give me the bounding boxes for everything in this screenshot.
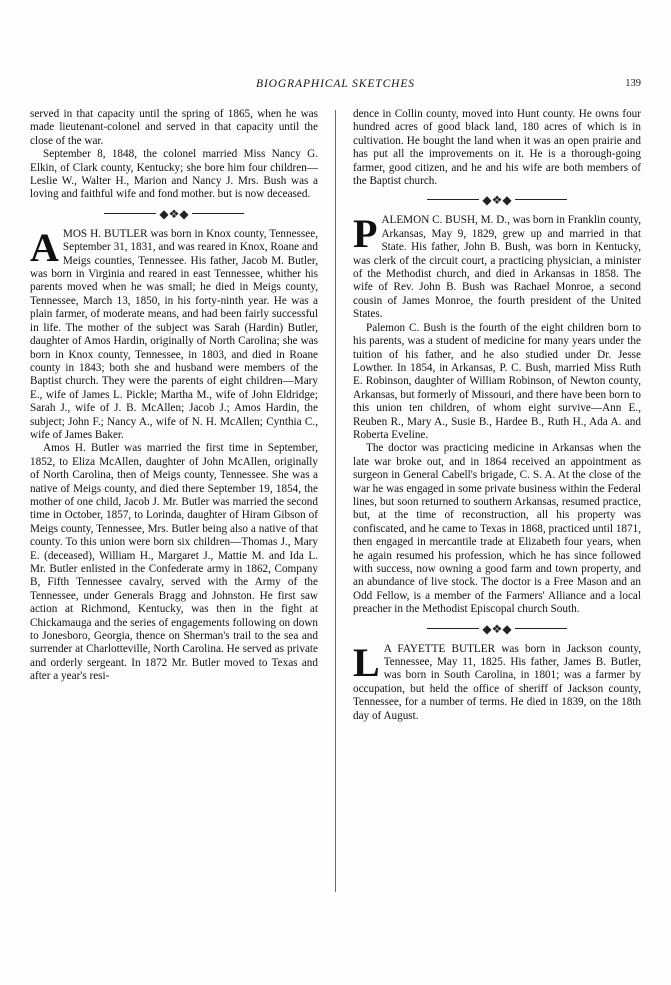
biography-entry-palemon-c-bush — [353, 211, 641, 616]
column-left — [30, 108, 318, 684]
running-head — [30, 78, 641, 96]
column-divider — [335, 110, 336, 892]
ornament-divider: ◆❖◆ — [353, 195, 641, 207]
dropcap-letter: L — [353, 639, 380, 685]
paragraph: The doctor was practicing medicine in Arkansas when the late war broke out, and in 1864 received an appointment as surgeon in General Cabell's brigade, C. S. A. At the close of the war he was engaged in some private business within the Federal lines, but soon returned to southern Arkansas, resumed practice, but, at the time of reconstruction, all his property was confiscated, and he came to Texas in 1868, practiced until 1871, then engaged in mercantile trade at Elizabeth four years, when he again resumed his profession, which he has since followed with success, now owning a good farm and town property, and an abundance of live stock. The doctor is a Free Mason and an Odd Fellow, is a member of the Farmers' Alliance and a local preacher in the Methodist Episcopal church South. — [353, 442, 641, 616]
text-block — [30, 108, 641, 898]
paragraph: Amos H. Butler was married the first time in September, 1852, to Eliza McAllen, daughter of John McAllen, originally of North Carolina, then of Meigs county, Tennessee. She was a native of Meigs county, and died there September 19, 1854, the mother of one child, Jacob J. Mr. Butler was married the second time in October, 1857, to Lorinda, daughter of Hiram Gibson of Meigs county, Tennessee, Mrs. Butler being also a native of that county. To this union were born six children—Thomas J., Mary E. (deceased), William H., Margaret J., Mattie M. and Ida L. Mr. Butler enlisted in the Confederate army in 1862, Company B, Fifth Tennessee cavalry, served with the Army of the Tennessee, under Generals Bragg and Johnston. He first saw action at Richmond, Kentucky, was then in the fight at Chickamauga and the series of engagements following on down to Jonesboro, Georgia, thence on Sherman's trail to the sea and surrender at Charlotteville, North Carolina. He served as private and orderly sergeant. In 1872 Mr. Butler moved to Texas and after a year's resi- — [30, 442, 318, 683]
entry-opening-text: ALEMON C. BUSH, M. D., was born in Franklin county, Arkansas, May 9, 1829, grew up and married in that State. His father, John B. Bush, was born in Kentucky, was clerk of the circuit court, a practicing physician, a minister of the Methodist church, and died in Arkansas in 1858. The wife of Rev. John B. Bush was Rachael Monroe, a second cousin of James Monroe, the fourth president of the United States. — [353, 214, 641, 321]
biography-entry-amos-h-butler — [30, 224, 318, 684]
page-number: 139 — [625, 78, 641, 89]
running-title: BIOGRAPHICAL SKETCHES — [256, 78, 415, 90]
biography-entry-la-fayette-butler — [353, 639, 641, 723]
paragraph: September 8, 1848, the colonel married Miss Nancy G. Elkin, of Clark county, Kentucky; she bore him four children—Leslie W., Walter H., Marion and Nancy J. Mrs. Bush was a loving and faithful wife and fond mother. but is now deceased. — [30, 148, 318, 201]
dropcap-letter: P — [353, 211, 378, 257]
ornament-divider: ◆❖◆ — [353, 624, 641, 636]
paragraph-continued: dence in Collin county, moved into Hunt county. He owns four hundred acres of good black land, 180 acres of which is in cultivation. He bought the land when it was an open prairie and has put all the improvements on it. He is a thorough-going farmer, good citizen, and he and his wife are both members of the Baptist church. — [353, 108, 641, 188]
entry-opening-paragraph — [353, 639, 641, 723]
paragraph: Palemon C. Bush is the fourth of the eight children born to his parents, was a student of medicine for many years under the tuition of his father, and he also studied under Dr. Jesse Lowther. In 1854, in Arkansas, P. C. Bush, married Miss Ruth E. Robinson, daughter of William Robinson, of Newton county, Arkansas, but formerly of Missouri, and there have been born to this union ten children, of whom eight survive—Ann E., Reuben R., Mary A., Susie B., Hardee B., Ruth H., Ada A. and Roberta Eveline. — [353, 321, 641, 441]
paragraph-continued: served in that capacity until the spring of 1865, when he was made lieutenant-colonel and served in that capacity until the close of the war. — [30, 108, 318, 147]
entry-opening-text: A FAYETTE BUTLER was born in Jackson county, Tennessee, May 11, 1825. His father, James B. Butler, was born in South Carolina, in 1801; was a farmer by occupation, but held the office of sheriff of Jackson county, Tennessee, for a number of terms. He died in 1839, on the 18th day of August. — [353, 642, 641, 722]
entry-opening-paragraph — [30, 224, 318, 443]
entry-opening-text: MOS H. BUTLER was born in Knox county, Tennessee, September 31, 1831, and was reared in Knox, Roane and Meigs counties, Tennessee. His father, Jacob M. Butler, was born in Virginia and reared in east Tennessee, whither his parents moved when he was small; he died in Meigs county, Tennessee, March 13, 1850, in his forty-ninth year. He was a plain farmer, of moderate means, and had been fairly successful in life. The mother of the subject was Sarah (Hardin) Butler, daughter of Amos Hardin, originally of North Carolina; she was born in Knox county, Tennessee, in 1803, and died in Roane county in 1843; both she and husband were members of the Baptist church. They were the parents of eight children—Mary E., wife of James L. Pickle; Martha M., wife of John Eldridge; Sarah J., wife of J. B. McAllen; Jacob J.; Amos Hardin, the subject; John F.; Nancy A., wife of N. H. McAllen; Cynthia C., wife of James Baker. — [30, 227, 318, 441]
ornament-divider: ◆❖◆ — [30, 209, 318, 221]
column-right — [353, 108, 641, 723]
entry-opening-paragraph — [353, 211, 641, 321]
dropcap-letter: A — [30, 224, 59, 270]
